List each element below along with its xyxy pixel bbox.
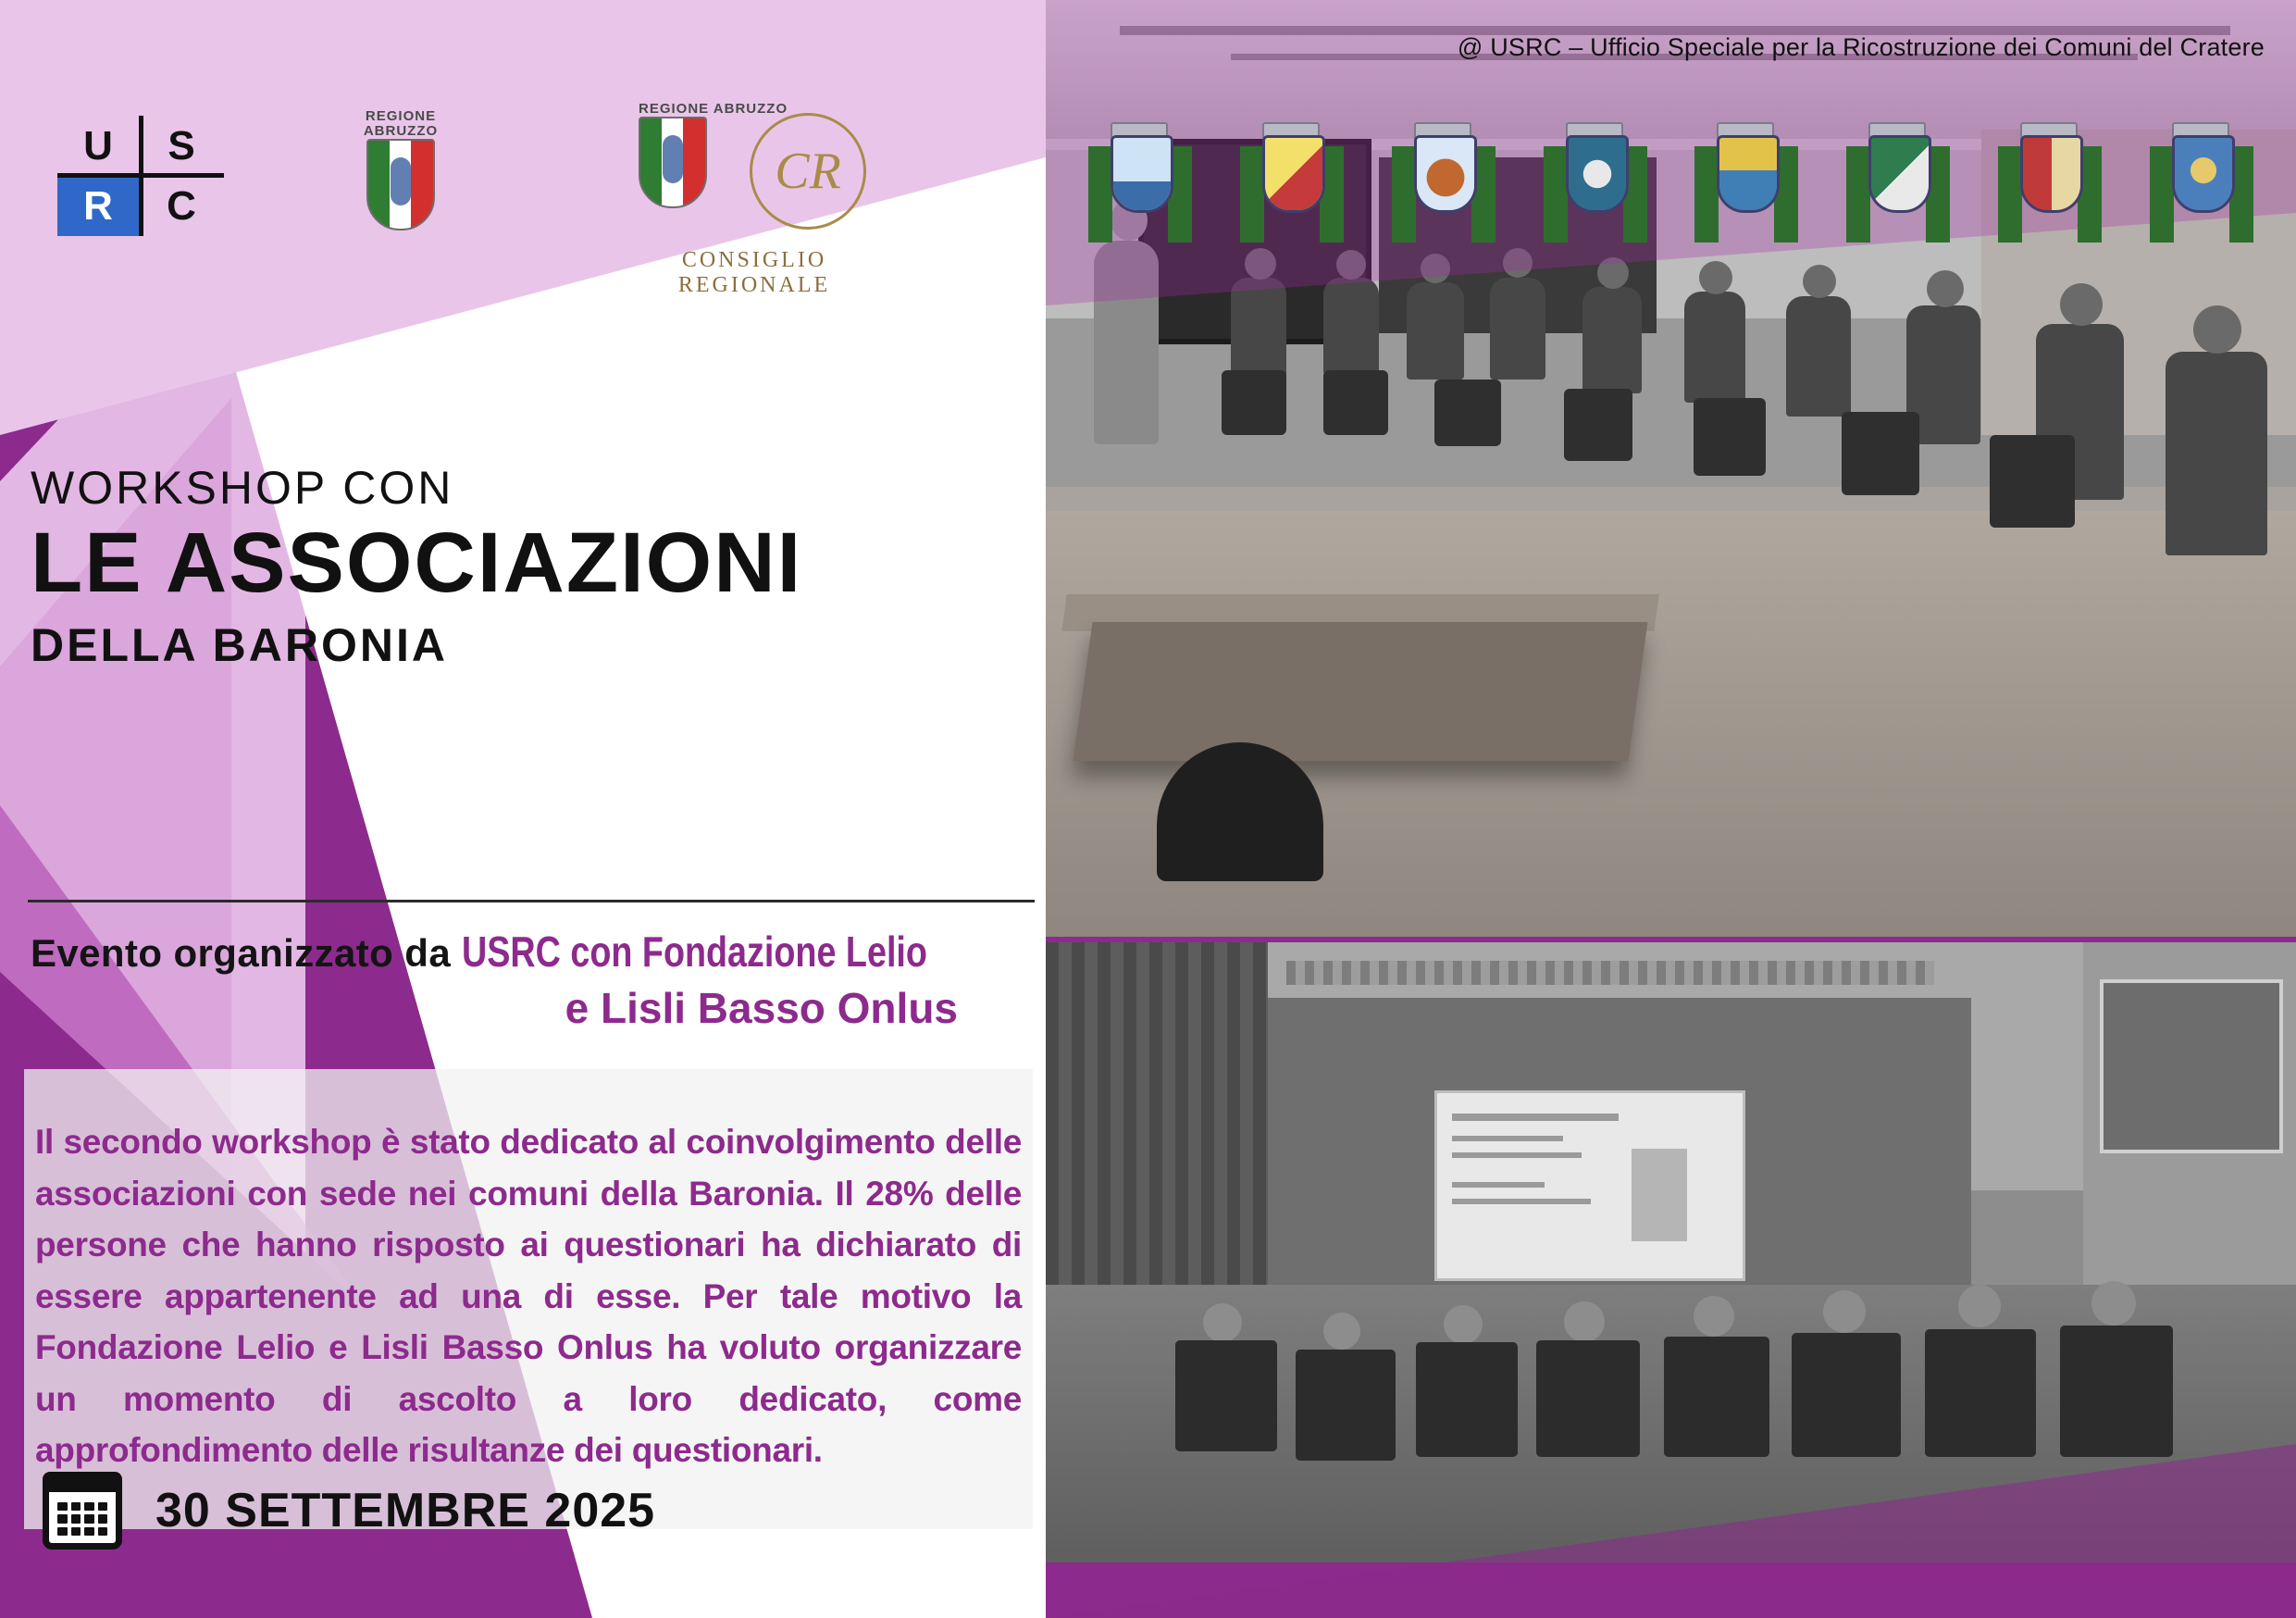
organizer-name-line-1: USRC con Fondazione Lelio	[462, 927, 928, 976]
title-line-3: DELLA BARONIA	[31, 619, 449, 672]
event-date: 30 SETTEMBRE 2025	[155, 1484, 656, 1537]
coat-of-arms-1	[1088, 122, 1192, 261]
usrc-logo-letter-r: R	[57, 176, 141, 236]
consiglio-regionale-logo	[611, 93, 898, 297]
description-bold: la Fondazione Lelio e Lisli Basso Onlus	[35, 1276, 1022, 1366]
description-box	[24, 1069, 1033, 1529]
coat-of-arms-7	[1998, 122, 2102, 261]
coat-of-arms-8	[2150, 122, 2253, 261]
usrc-logo-letter-c: C	[167, 182, 198, 229]
consiglio-regionale-caption-top: REGIONE ABRUZZO	[639, 101, 788, 117]
coat-of-arms-5	[1694, 122, 1798, 261]
page-title	[31, 463, 1011, 672]
coat-of-arms-4	[1544, 122, 1647, 261]
section-divider	[28, 900, 1035, 902]
description-part-1: Il secondo workshop è stato dedicato al coinvolgimento delle associazioni con sede nei comuni della Baronia. Il 28% delle persone che hanno risposto ai questionari ha dichiarato di essere appartenente ad una di esse. Per tale motivo	[35, 1123, 1022, 1315]
organizer-label: Evento organizzato da	[31, 931, 452, 975]
usrc-logo-letter-u: U	[83, 122, 115, 168]
regione-abruzzo-caption: REGIONE ABRUZZO	[363, 108, 439, 139]
usrc-logo-letter-s: S	[168, 122, 197, 168]
description-text	[35, 1116, 1022, 1476]
event-date-row	[43, 1472, 655, 1550]
usrc-logo	[57, 116, 224, 236]
consiglio-regionale-caption: CONSIGLIO REGIONALE	[677, 248, 831, 297]
calendar-icon	[43, 1472, 122, 1550]
consiglio-regionale-crest-icon	[639, 117, 707, 208]
organizer-name-line-2: e Lisli Basso Onlus	[565, 983, 958, 1032]
logo-row	[0, 0, 1046, 305]
coat-of-arms-row	[1046, 104, 2296, 280]
photo-auditorium-art	[1046, 942, 2296, 1562]
regione-abruzzo-logo	[350, 109, 452, 239]
coat-of-arms-6	[1846, 122, 1950, 261]
coat-of-arms-2	[1240, 122, 1344, 261]
coat-of-arms-3	[1392, 122, 1496, 261]
organizer-block	[31, 926, 1039, 1033]
title-line-2: LE ASSOCIAZIONI	[31, 516, 803, 610]
photo-auditorium	[1046, 942, 2296, 1562]
consiglio-regionale-monogram: CR	[750, 113, 866, 230]
title-line-1: WORKSHOP CON	[31, 462, 454, 514]
photo-credit: @ USRC – Ufficio Speciale per la Ricostruzione dei Comuni del Cratere	[1457, 33, 2265, 61]
regione-abruzzo-crest-icon	[366, 139, 435, 230]
description-part-2: ha voluto organizzare un momento di ascolto a loro dedicato, come approfondimento delle risultanze dei questionari.	[35, 1328, 1022, 1469]
